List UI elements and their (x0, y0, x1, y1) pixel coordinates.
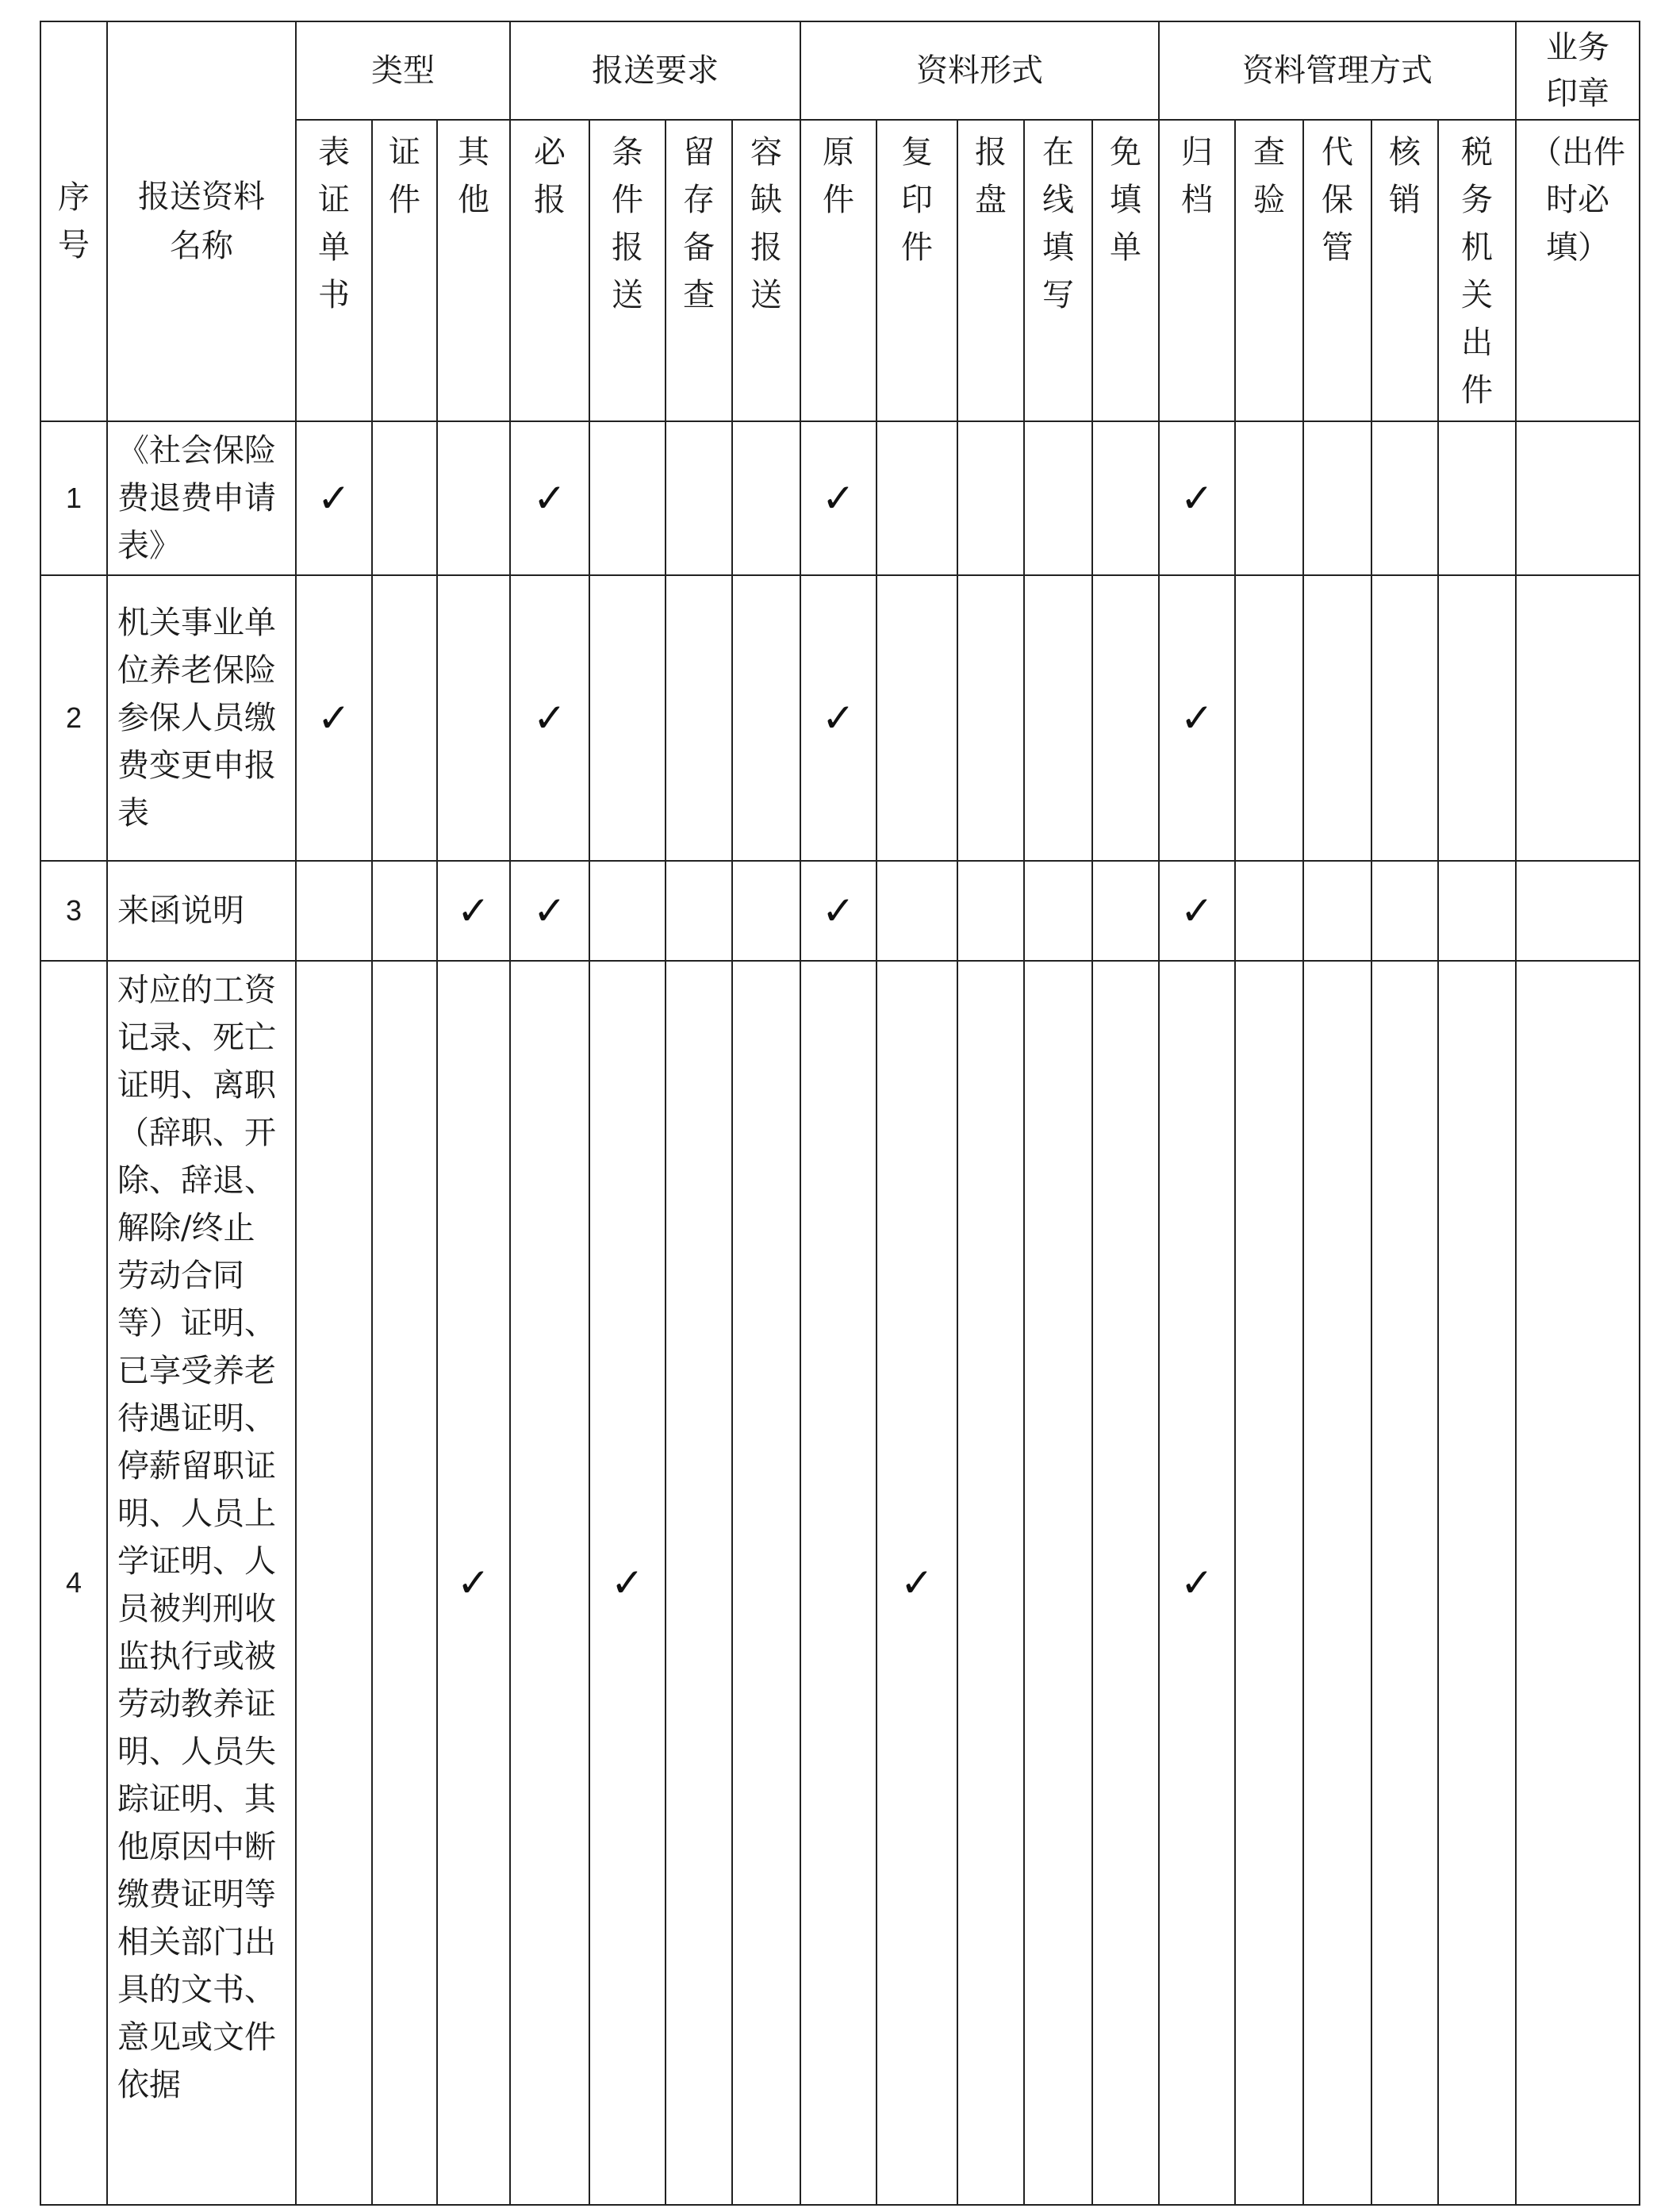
empty-cell (1235, 961, 1303, 2205)
empty-cell (877, 575, 957, 861)
empty-cell (732, 575, 800, 861)
row-name: 机关事业单位养老保险参保人员缴费变更申报表 (107, 575, 296, 861)
seal-cell (1516, 961, 1640, 2205)
empty-cell (800, 961, 877, 2205)
empty-cell (1371, 575, 1438, 861)
check-mark: ✓ (800, 575, 877, 861)
group-material-form: 资料形式 (800, 21, 1159, 120)
empty-cell (877, 861, 957, 961)
empty-cell (1303, 961, 1371, 2205)
empty-cell (1092, 961, 1159, 2205)
col-archive: 归档 (1159, 120, 1235, 421)
group-management-method: 资料管理方式 (1159, 21, 1516, 120)
header-group-row (40, 21, 1640, 120)
empty-cell (1303, 861, 1371, 961)
empty-cell (666, 861, 732, 961)
empty-cell (1024, 961, 1092, 2205)
empty-cell (589, 861, 666, 961)
check-mark: ✓ (1159, 861, 1235, 961)
table-row (40, 421, 1640, 575)
empty-cell (1371, 961, 1438, 2205)
empty-cell (666, 575, 732, 861)
empty-cell (732, 421, 800, 575)
row-name: 来函说明 (107, 861, 296, 961)
col-conditional: 条件报送 (589, 120, 666, 421)
col-no-form: 免填单 (1092, 120, 1159, 421)
seal-cell (1516, 575, 1640, 861)
empty-cell (1024, 421, 1092, 575)
row-no: 1 (40, 421, 107, 575)
col-certificate: 证件 (372, 120, 437, 421)
row-name: 对应的工资记录、死亡证明、离职（辞职、开除、辞退、解除/终止劳动合同等）证明、已享受养老待遇证明、停薪留职证明、人员上学证明、人员被判刑收监执行或被劳动教养证明、人员失踪证明、其他原因中断缴费证明等相关部门出具的文书、意见或文件依据 (107, 961, 296, 2205)
empty-cell (296, 861, 372, 961)
empty-cell (510, 961, 589, 2205)
empty-cell (732, 961, 800, 2205)
col-other: 其他 (437, 120, 510, 421)
col-tolerant: 容缺报送 (732, 120, 800, 421)
empty-cell (1303, 421, 1371, 575)
seal-cell (1516, 861, 1640, 961)
row-no: 2 (40, 575, 107, 861)
col-custody: 代保管 (1303, 120, 1371, 421)
empty-cell (957, 961, 1024, 2205)
empty-cell (1092, 421, 1159, 575)
empty-cell (1024, 575, 1092, 861)
col-online: 在线填写 (1024, 120, 1092, 421)
col-copy: 复印件 (877, 120, 957, 421)
empty-cell (1092, 861, 1159, 961)
check-mark: ✓ (1159, 575, 1235, 861)
empty-cell (1303, 575, 1371, 861)
group-submit-requirement: 报送要求 (510, 21, 800, 120)
check-mark: ✓ (296, 575, 372, 861)
empty-cell (589, 575, 666, 861)
col-writeoff: 核销 (1371, 120, 1438, 421)
empty-cell (437, 421, 510, 575)
col-inspect: 查验 (1235, 120, 1303, 421)
empty-cell (1438, 421, 1516, 575)
empty-cell (1235, 861, 1303, 961)
col-original: 原件 (800, 120, 877, 421)
table-row (40, 575, 1640, 861)
col-seal-note: （出件时必填） (1516, 120, 1640, 421)
header-seal-title: 业务印章 (1516, 21, 1640, 120)
empty-cell (372, 961, 437, 2205)
empty-cell (732, 861, 800, 961)
check-mark: ✓ (510, 861, 589, 961)
empty-cell (1438, 575, 1516, 861)
header-no: 序号 (40, 21, 107, 421)
row-name: 《社会保险费退费申请表》 (107, 421, 296, 575)
empty-cell (1092, 575, 1159, 861)
row-no: 4 (40, 961, 107, 2205)
empty-cell (1371, 861, 1438, 961)
check-mark: ✓ (800, 861, 877, 961)
empty-cell (1235, 421, 1303, 575)
empty-cell (372, 861, 437, 961)
empty-cell (372, 575, 437, 861)
seal-cell (1516, 421, 1640, 575)
check-mark: ✓ (510, 575, 589, 861)
empty-cell (296, 961, 372, 2205)
check-mark: ✓ (437, 961, 510, 2205)
empty-cell (1235, 575, 1303, 861)
empty-cell (1024, 861, 1092, 961)
check-mark: ✓ (510, 421, 589, 575)
empty-cell (1438, 961, 1516, 2205)
col-keep-for-check: 留存备查 (666, 120, 732, 421)
col-form: 表证单书 (296, 120, 372, 421)
row-no: 3 (40, 861, 107, 961)
check-mark: ✓ (1159, 421, 1235, 575)
group-type: 类型 (296, 21, 510, 120)
check-mark: ✓ (437, 861, 510, 961)
empty-cell (589, 421, 666, 575)
empty-cell (957, 861, 1024, 961)
empty-cell (666, 961, 732, 2205)
table-row (40, 961, 1640, 2205)
empty-cell (372, 421, 437, 575)
empty-cell (877, 421, 957, 575)
empty-cell (437, 575, 510, 861)
check-mark: ✓ (800, 421, 877, 575)
materials-table (40, 21, 1640, 2206)
check-mark: ✓ (877, 961, 957, 2205)
col-tax-issued: 税务机关出件 (1438, 120, 1516, 421)
empty-cell (1371, 421, 1438, 575)
check-mark: ✓ (296, 421, 372, 575)
empty-cell (666, 421, 732, 575)
col-required: 必报 (510, 120, 589, 421)
col-disk: 报盘 (957, 120, 1024, 421)
empty-cell (1438, 861, 1516, 961)
empty-cell (957, 575, 1024, 861)
empty-cell (957, 421, 1024, 575)
check-mark: ✓ (1159, 961, 1235, 2205)
table-row (40, 861, 1640, 961)
header-name: 报送资料名称 (107, 21, 296, 421)
check-mark: ✓ (589, 961, 666, 2205)
